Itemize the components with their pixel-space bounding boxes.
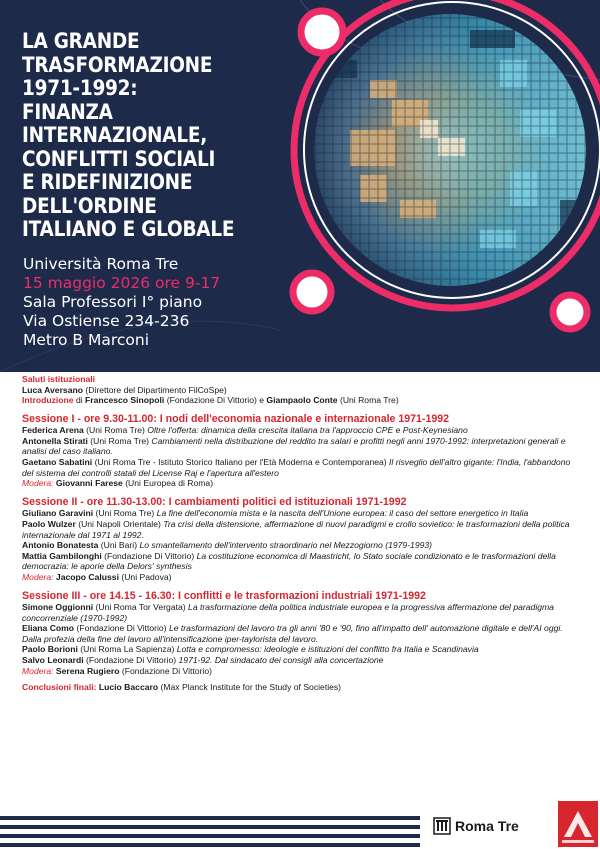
ring-bottom-left	[293, 273, 331, 311]
greetings-heading: Saluti istituzionali	[22, 374, 96, 384]
talk-item: Paolo Borioni (Uni Roma La Sapienza) Lotta e compromesso: ideologie e istituzioni del conflitto fra Italia e Scandinavia	[22, 644, 479, 655]
conclusions-line: Conclusioni finali: Lucio Baccaro (Max Planck Institute for the Study of Societies)	[22, 682, 342, 693]
fondazione-di-vittorio-logo	[558, 801, 598, 847]
talk-item: Gaetano Sabatini (Uni Roma Tre - Istituto Storico Italiano per l'Età Moderna e Contemporanea) Il risveglio dell'altro gigante: l'India, l'abbandono del sistema dei controlli statali del License Raj e l'apertura all'estero	[22, 457, 571, 478]
roma-tre-emblem-icon	[433, 817, 451, 835]
introduction-label: Introduzione	[22, 395, 74, 406]
talk-item: Salvo Leonardi (Fondazione Di Vittorio) 1971-92. Dal sindacato dei consigli alla concertazione	[22, 654, 384, 665]
footer-stripes	[0, 814, 420, 849]
event-date: 15 maggio 2026 ore 9-17	[23, 274, 221, 292]
speaker-name: Lucio Baccaro	[98, 682, 159, 693]
ring-bottom-right	[553, 295, 587, 329]
session-2-heading: Sessione II - ore 11.30-13.00: I cambiamenti politici ed istituzionali 1971-1992	[22, 495, 407, 508]
header-artwork	[280, 0, 600, 372]
talk-item: Mattia Gambilonghi (Fondazione Di Vittorio) La costituzione economica di Maastricht, lo Stato sociale condizionato e le trasformazioni della democrazia: le aporie della Delors' synthesis	[22, 550, 556, 572]
talk-item: Antonella Stirati (Uni Roma Tre) Cambiamenti nella distribuzione del reddito tra salari e profitti negli anni 1970-1992: interpretazioni generali e analisi del caso italiano.	[22, 435, 566, 457]
talk-item: Eliana Como (Fondazione Di Vittorio) Le trasformazioni del lavoro tra gli anni '80 e '90, fino all'impatto dell' automazione digitale e dell'AI oggi. Dalla profezia della fine del lavoro all'intensificazione iper-taylorista del lavoro.	[22, 623, 563, 644]
introduction-line: Introduzione di Francesco Sinopoli (Fondazione Di Vittorio) e Giampaolo Conte (Uni Roma Tre)	[22, 395, 399, 406]
event-address: Via Ostiense 234-236	[23, 312, 190, 330]
greetings-line	[22, 385, 582, 396]
ring-top-left	[301, 11, 343, 53]
event-metro: Metro B Marconi	[23, 331, 150, 349]
talk-item: Paolo Wulzer (Uni Napoli Orientale) Tra crisi della distensione, affermazione di nuovi paradigmi e crollo sovietico: le trasformazioni della politica internazionale dal 1971 al 1992.	[22, 518, 570, 540]
speaker-name: Giampaolo Conte	[266, 395, 338, 406]
moderator-line: Modera: Giovanni Farese (Uni Europea di Roma)	[22, 478, 214, 489]
event-program	[22, 374, 582, 693]
conclusions-label: Conclusioni finali:	[22, 682, 97, 693]
moderator-line: Modera: Serena Rugiero (Fondazione Di Vittorio)	[22, 665, 212, 676]
session-3-heading: Sessione III - ore 14.15 - 16.30: I conflitti e le trasformazioni industriali 1971-1992	[22, 589, 426, 602]
speaker-name: Francesco Sinopoli	[85, 395, 165, 406]
event-header	[0, 0, 600, 372]
speaker-name: Luca Aversano	[22, 384, 83, 395]
talk-item: Giuliano Garavini (Uni Roma Tre) La fine dell'economia mista e la nascita dell'Unione europea: il caso del settore energetico in Italia	[22, 508, 529, 519]
moderator-line: Modera: Jacopo Calussi (Uni Padova)	[22, 571, 172, 582]
talk-item: Federica Arena (Uni Roma Tre) Oltre l'offerta: dinamica della crescita italiana tra l'approccio CPE e Post-Keynesiano	[22, 425, 468, 436]
roma-tre-logo: Roma Tre	[433, 816, 519, 836]
event-title: LA GRANDE TRASFORMAZIONE 1971-1992: FINANZA INTERNAZIONALE, CONFLITTI SOCIALI E RIDEFINIZIONE DELL'ORDINE ITALIANO E GLOBALE	[22, 29, 235, 242]
talk-item: Antonio Bonatesta (Uni Bari) Lo smantellamento dell'intervento straordinario nel Mezzogiorno (1979-1993)	[22, 540, 433, 551]
talk-item: Simone Oggionni (Uni Roma Tor Vergata) La trasformazione della politica industriale europea e la progressiva affermazione del paradigma concorrenziale (1970-1992)	[22, 602, 554, 623]
event-room: Sala Professori I° piano	[23, 293, 203, 311]
session-1-heading: Sessione I - ore 9.30-11.00: I nodi dell'economia nazionale e internazionale 1971-1992	[22, 412, 450, 425]
speaker-affiliation: (Direttore del Dipartimento FilCoSpe)	[85, 384, 227, 395]
university-name: Università Roma Tre	[23, 255, 179, 273]
